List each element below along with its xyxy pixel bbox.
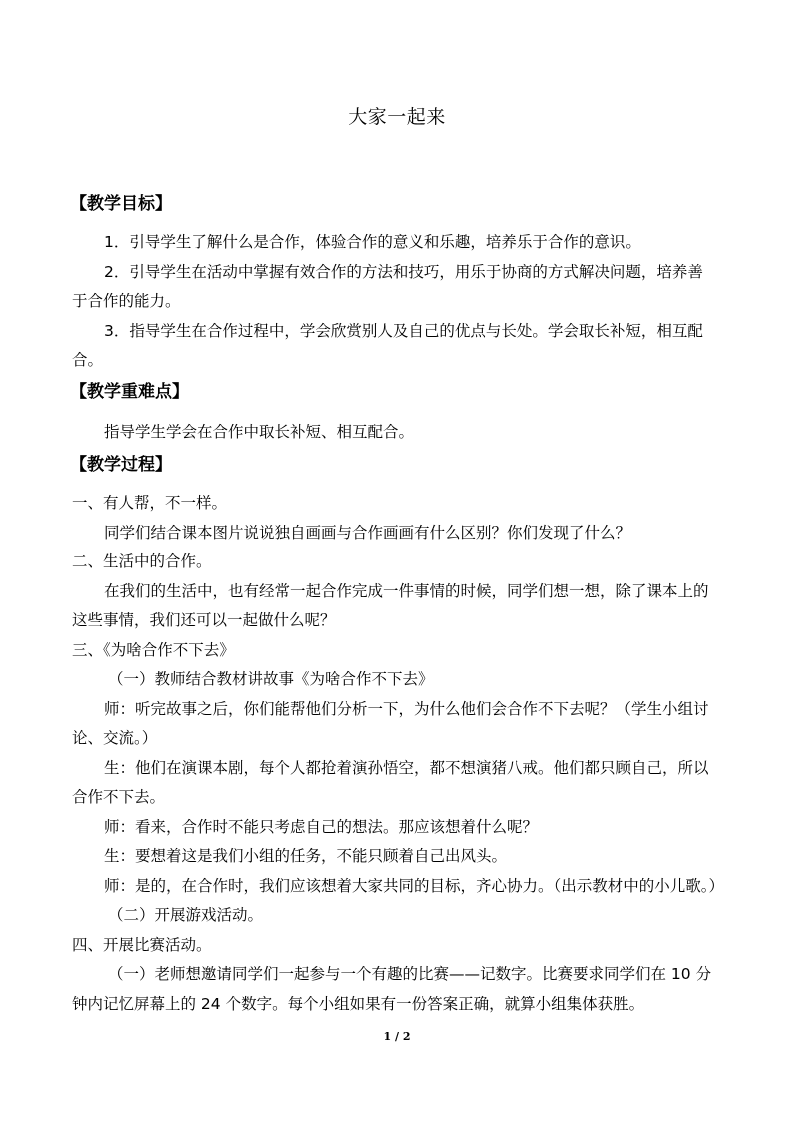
key-heading: 【教学重难点】 [70, 382, 189, 402]
process-line-17: （一）老师想邀请同学们一起参与一个有趣的比赛——记数字。比赛要求同学们在 10 分 [108, 965, 712, 983]
process-line-12: 师：看来，合作时不能只考虑自己的想法。那应该想着什么呢？ [104, 818, 539, 836]
process-line-5: 这些事情，我们还可以一起做什么呢？ [72, 611, 336, 629]
process-line-15: （二）开展游戏活动。 [108, 906, 264, 924]
goal-line-1: 1．引导学生了解什么是合作，体验合作的意义和乐趣，培养乐于合作的意识。 [104, 233, 641, 251]
process-heading: 【教学过程】 [70, 455, 172, 475]
process-line-2: 同学们结合课本图片说说独自画画与合作画画有什么区别？你们发现了什么？ [104, 524, 632, 542]
process-line-9: 论、交流。） [72, 729, 158, 747]
process-line-6: 三、《为啥合作不下去》 [72, 641, 235, 659]
key-line: 指导学生学会在合作中取长补短、相互配合。 [104, 423, 415, 441]
process-line-4: 在我们的生活中，也有经常一起合作完成一件事情的时候，同学们想一想，除了课本上的 [104, 582, 709, 600]
process-line-10: 生：他们在演课本剧，每个人都抢着演孙悟空，都不想演猪八戒。他们都只顾自己，所以 [104, 759, 709, 777]
process-line-14: 师：是的，在合作时，我们应该想着大家共同的目标，齐心协力。（出示教材中的小儿歌。） [104, 877, 725, 895]
process-line-13: 生：要想着这是我们小组的任务，不能只顾着自己出风头。 [104, 847, 508, 865]
goal-line-2: 2．引导学生在活动中掌握有效合作的方法和技巧，用乐于协商的方式解决问题，培养善 [104, 263, 703, 281]
page-number: 1 / 2 [383, 1030, 411, 1043]
page-title: 大家一起来 [348, 106, 446, 128]
process-line-18: 钟内记忆屏幕上的 24 个数字。每个小组如果有一份答案正确，就算小组集体获胜。 [72, 995, 645, 1013]
goals-heading: 【教学目标】 [70, 194, 172, 214]
process-line-7: （一）教师结合教材讲故事《为啥合作不下去》 [108, 670, 434, 688]
process-line-1: 一、有人帮，不一样。 [72, 494, 228, 512]
process-line-11: 合作不下去。 [72, 788, 166, 806]
process-line-8: 师：听完故事之后，你们能帮他们分析一下，为什么他们会合作不下去呢？（学生小组讨 [104, 700, 709, 718]
process-line-16: 四、开展比赛活动。 [72, 936, 212, 954]
process-line-3: 二、生活中的合作。 [72, 552, 212, 570]
goal-line-2-cont: 于合作的能力。 [72, 292, 181, 310]
goal-line-3: 3．指导学生在合作过程中，学会欣赏别人及自己的优点与长处。学会取长补短，相互配 [104, 322, 703, 340]
goal-line-3-cont: 合。 [72, 351, 104, 369]
